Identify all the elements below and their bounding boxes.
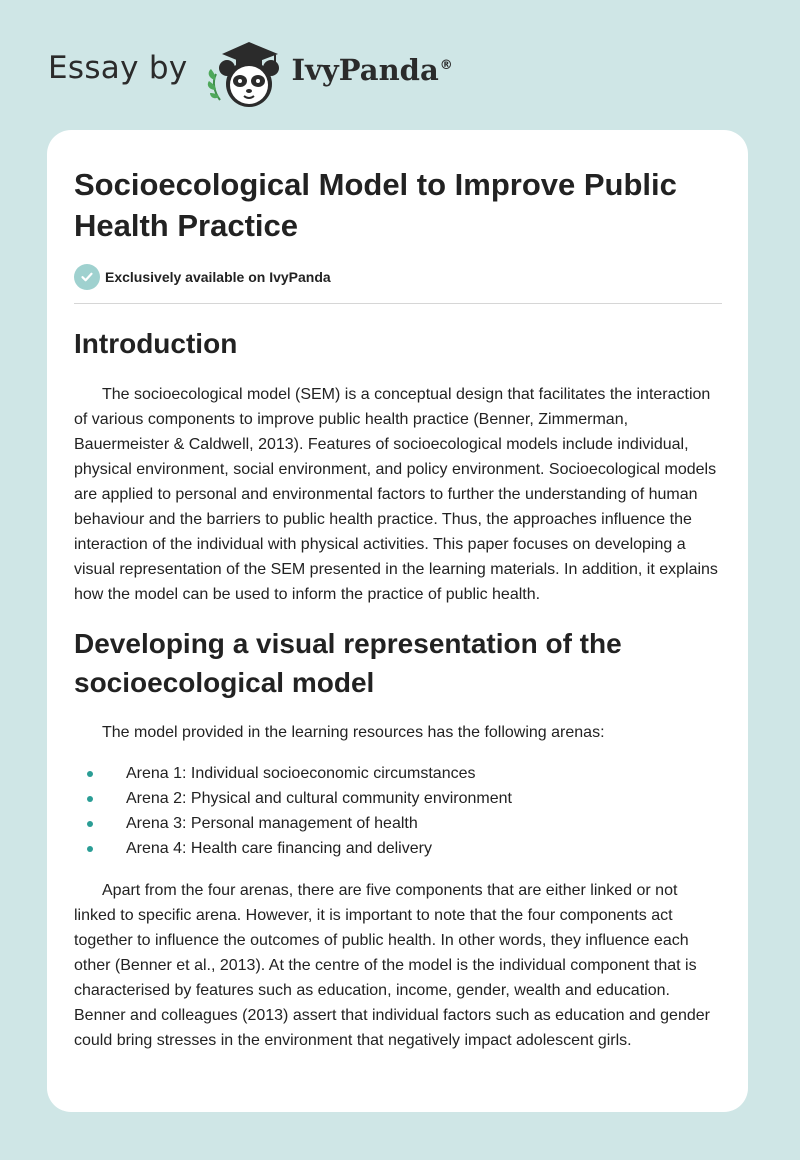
article-card [47, 130, 748, 1112]
bullet-icon [87, 821, 93, 827]
list-item: Arena 3: Personal management of health [74, 811, 722, 836]
list-item: Arena 4: Health care financing and delivery [74, 836, 722, 861]
brand-name: IvyPanda® [291, 53, 453, 87]
panda-logo-icon [202, 34, 288, 110]
section-heading-introduction: Introduction [74, 328, 238, 359]
paragraph-introduction: The socioecological model (SEM) is a conceptual design that facilitates the interaction of various components to improve public health practice (Benner, Zimmerman, Bauermeister & Caldwell, 2013). Features of socioecological models include individual, physical environment, social environment, and policy environment. Socioecological models are applied to personal and environmental factors to further the understanding of human behaviour and the barriers to public health practice. Thus, the approaches influence the interaction of the individual with physical activities. This paper focuses on developing a visual representation of the SEM presented in the learning materials. In addition, it explains how the model can be used to inform the practice of public health. [74, 386, 718, 603]
paragraph-arenas-intro: The model provided in the learning resources has the following arenas: [102, 724, 605, 741]
brand-prefix: Essay by [48, 50, 188, 86]
exclusive-badge [74, 264, 722, 304]
arenas-list [74, 761, 722, 861]
brand-header[interactable] [48, 34, 453, 110]
badge-text: Exclusively available on IvyPanda [105, 269, 331, 285]
list-item: Arena 2: Physical and cultural community environment [74, 786, 722, 811]
article-title: Socioecological Model to Improve Public Health Practice [74, 167, 677, 243]
bullet-icon [87, 771, 93, 777]
list-item: Arena 1: Individual socioeconomic circumstances [74, 761, 722, 786]
paragraph-components: Apart from the four arenas, there are five components that are either linked or not linked to specific arena. However, it is important to note that the four components act together to influence the outcomes of public health. In other words, they influence each other (Benner et al., 2013). At the centre of the model is the individual component that is characterised by features such as education, income, gender, wealth and education. Benner and colleagues (2013) assert that individual factors such as education and gender could bring stresses in the environment that negatively impact adolescent girls. [74, 882, 710, 1049]
section-heading-visual-representation: Developing a visual representation of the socioecological model [74, 628, 622, 698]
check-circle-icon [74, 264, 100, 290]
bullet-icon [87, 796, 93, 802]
bullet-icon [87, 846, 93, 852]
